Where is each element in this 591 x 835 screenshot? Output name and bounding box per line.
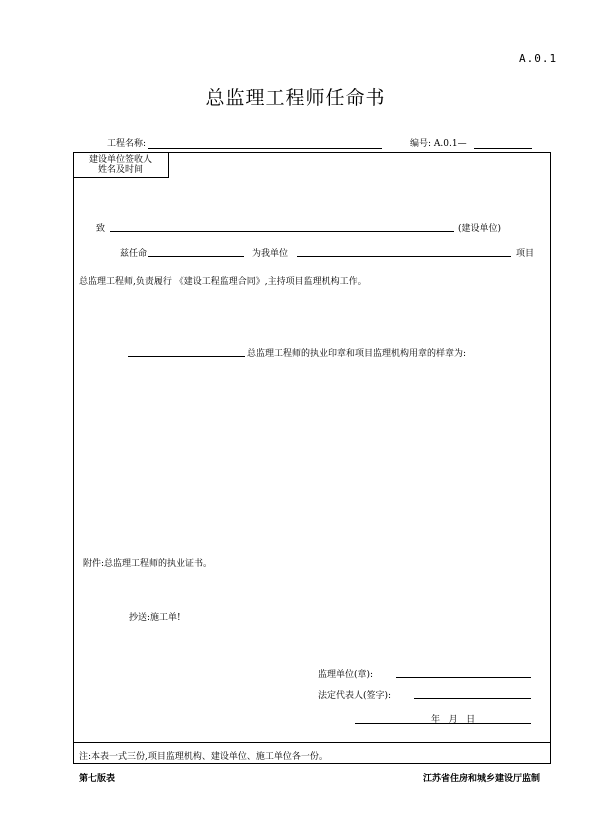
appoint-middle: 为我单位 <box>252 249 289 259</box>
supervisor-unit-field[interactable] <box>396 677 531 678</box>
issuer-label: 江苏省住房和城乡建设厅监制 <box>423 774 541 784</box>
edition-label: 第七版表 <box>79 774 116 784</box>
note-text: 注:本表一式三份,项目监理机构、建设单位、施工单位各一份。 <box>79 752 328 762</box>
legal-rep-label: 法定代表人(签字): <box>318 691 392 701</box>
date-text: 年 月 日 <box>431 715 476 725</box>
client-unit-field[interactable] <box>110 231 454 232</box>
duty-text: 总监理工程师,负责履行 《建设工程监理合同》,主持项目监理机构工作。 <box>79 277 367 287</box>
appoint-suffix: 项目 <box>516 249 535 259</box>
chief-engineer-name-field[interactable] <box>128 356 245 357</box>
project-field[interactable] <box>297 256 511 257</box>
appointee-name-field[interactable] <box>148 256 244 257</box>
signature-cell-line2: 姓名及时间 <box>97 165 143 175</box>
signature-cell[interactable] <box>73 152 169 178</box>
appoint-prefix: 兹任命 <box>120 249 148 259</box>
form-code: A.0.1 <box>519 52 558 65</box>
seal-sample-text: 总监理工程师的执业印章和项目监理机构用章的样章为: <box>247 349 467 359</box>
client-unit-suffix: (建设单位) <box>458 224 502 234</box>
note-divider <box>73 742 551 743</box>
to-prefix: 致 <box>96 224 106 234</box>
cc-text: 抄送:施工单! <box>129 613 181 623</box>
supervisor-unit-label: 监理单位(章): <box>318 670 374 680</box>
serial-number-field[interactable] <box>474 148 532 149</box>
page-title: 总监理工程师任命书 <box>205 87 386 109</box>
project-name-label: 工程名称: <box>107 139 147 149</box>
legal-rep-signature-field[interactable] <box>414 698 531 699</box>
project-name-field[interactable] <box>148 148 382 149</box>
serial-number-label: 编号: A.0.1— <box>410 139 467 149</box>
attachment-text: 附件:总监理工程师的执业证书。 <box>83 559 213 569</box>
form-box <box>73 152 551 764</box>
signature-cell-line1: 建设单位签收人 <box>88 155 152 165</box>
